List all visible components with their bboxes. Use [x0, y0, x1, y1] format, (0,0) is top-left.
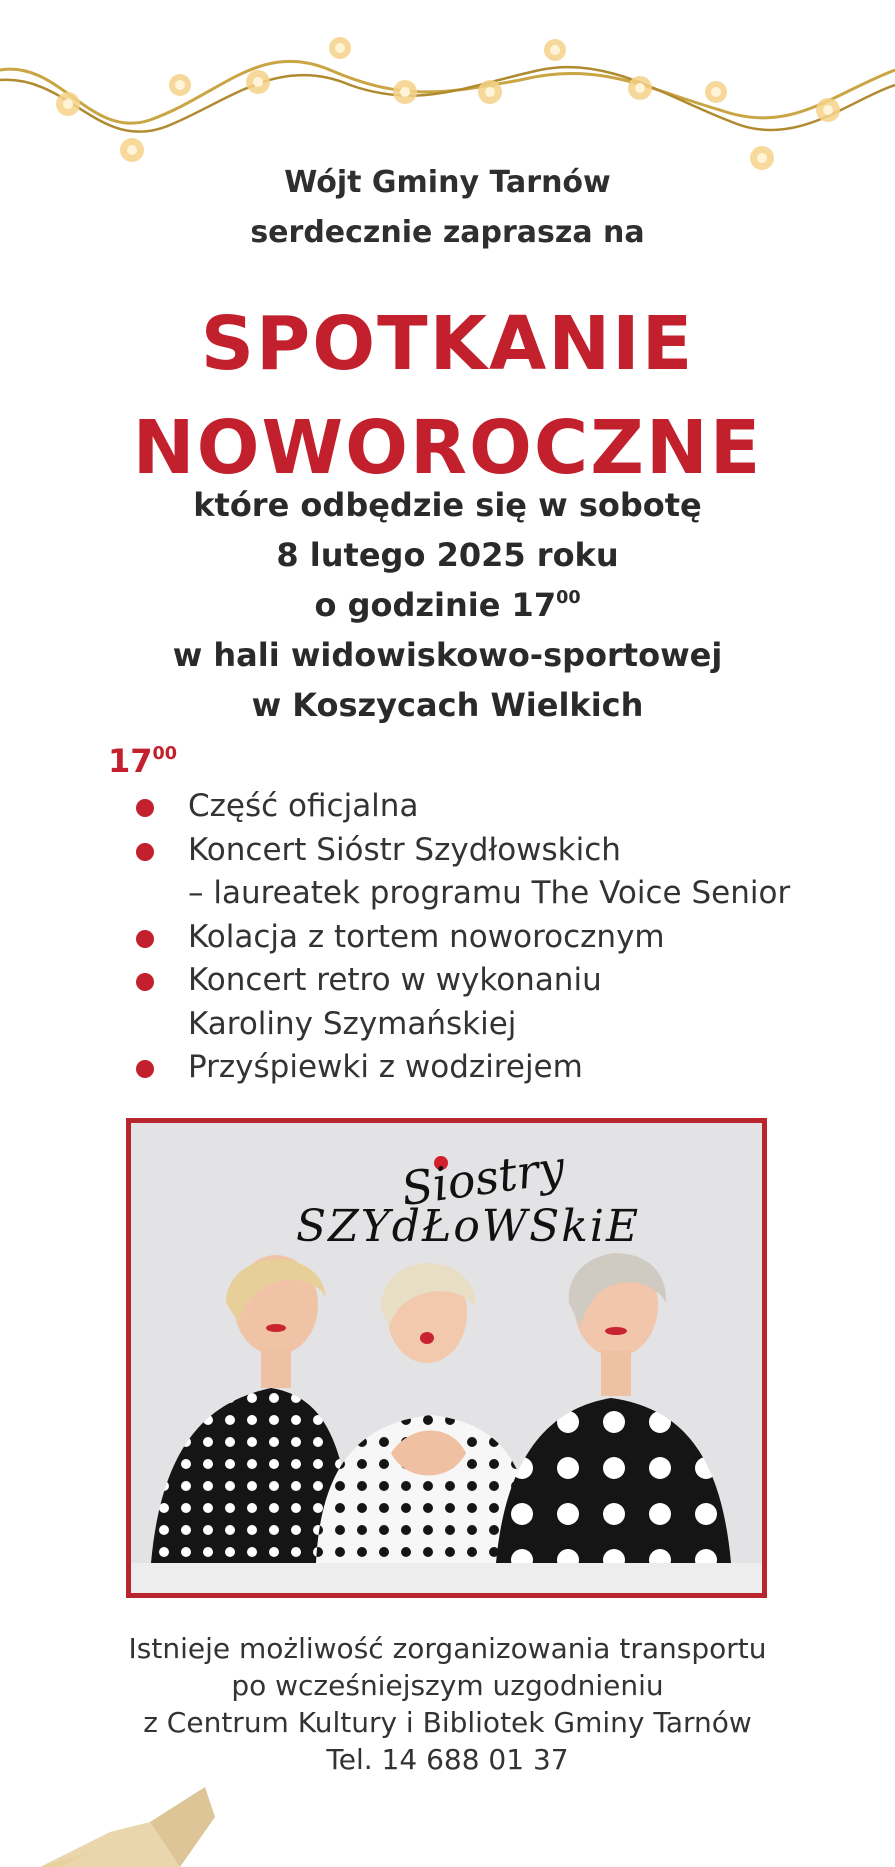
agenda-time-minutes: 00 — [152, 743, 178, 764]
logo-script-text: Siostry — [398, 1139, 568, 1217]
event-time-minutes: 00 — [556, 587, 581, 608]
agenda-time-hour: 17 — [108, 742, 153, 780]
bullet-icon — [136, 1060, 154, 1078]
event-time-hour: o godzinie 17 — [314, 586, 557, 624]
host-line: Wójt Gminy Tarnów — [284, 165, 611, 200]
venue-line-1: w hali widowiskowo-sportowej — [172, 636, 723, 674]
phone-number: Tel. 14 688 01 37 — [326, 1743, 569, 1776]
list-item — [130, 785, 790, 829]
list-item — [130, 916, 790, 960]
event-title — [0, 292, 895, 500]
event-time — [0, 580, 895, 630]
list-item-text: Koncert retro w wykonaniu — [188, 962, 602, 998]
gold-star-decoration — [0, 1727, 260, 1867]
footer-line-3: z Centrum Kultury i Bibliotek Gminy Tarnów — [143, 1706, 752, 1739]
list-item-subtext: – laureatek programu The Voice Senior — [188, 875, 791, 911]
details-line-1: które odbędzie się w sobotę — [193, 486, 702, 524]
invite-line: serdecznie zaprasza na — [250, 215, 645, 250]
title-line-2: NOWOROCZNE — [132, 405, 763, 491]
performers-photo — [126, 1118, 767, 1598]
agenda-start-time — [108, 742, 177, 780]
footer-line-1: Istnieje możliwość zorganizowania transportu — [128, 1632, 767, 1665]
footer-line-2: po wcześniejszym uzgodnieniu — [231, 1669, 664, 1702]
title-line-1: SPOTKANIE — [200, 301, 695, 387]
invitation-header — [0, 158, 895, 258]
bullet-icon — [136, 843, 154, 861]
list-item — [130, 829, 790, 916]
list-item-text: Koncert Sióstr Szydłowskich — [188, 831, 621, 868]
bullet-icon — [136, 973, 154, 991]
bullet-icon — [136, 930, 154, 948]
list-item-text: Przyśpiewki z wodzirejem — [188, 1049, 583, 1085]
list-item — [130, 1046, 790, 1090]
event-details — [0, 480, 895, 730]
list-item-text: Kolacja z tortem noworocznym — [188, 918, 665, 955]
venue-line-2: w Koszycach Wielkich — [251, 686, 644, 724]
logo-name-text: SZYdŁoWSkiE — [296, 1201, 641, 1252]
list-item — [130, 959, 790, 1046]
agenda-list — [130, 785, 790, 1090]
list-item-subtext: Karoliny Szymańskiej — [188, 1005, 517, 1042]
event-date: 8 lutego 2025 roku — [276, 536, 619, 574]
bullet-icon — [136, 799, 154, 817]
list-item-text: Część oficjalna — [188, 788, 419, 824]
